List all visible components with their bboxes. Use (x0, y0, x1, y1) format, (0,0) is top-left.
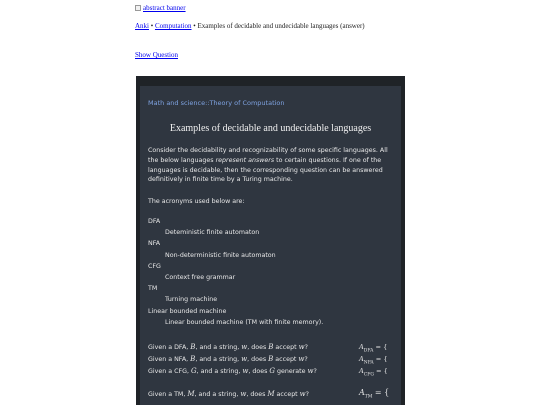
question-text: , does (246, 391, 268, 398)
acronym-term: NFA (148, 240, 161, 248)
question-text: , and a string, (195, 344, 242, 351)
acronym-definition: Deteministic finite automaton (165, 229, 260, 237)
math-var: w (241, 343, 248, 351)
acronyms-heading: The acronyms used below are: (148, 198, 245, 205)
math-var: B (268, 355, 274, 363)
math-var: G (269, 367, 275, 375)
question-text: Given a NFA, (148, 356, 191, 363)
math-var: B (268, 343, 274, 351)
math-var: w (299, 390, 306, 398)
math-var: w (241, 355, 248, 363)
question-text: Given a DFA, (148, 344, 191, 351)
math-var: w (242, 367, 249, 375)
acronym-list (148, 217, 323, 329)
math-subscript: TM (364, 394, 373, 400)
acronym-term: Linear bounded machine (148, 307, 227, 315)
math-var: G (190, 367, 197, 375)
card-title: Examples of decidable and undecidable languages (169, 123, 372, 134)
math-var: A (359, 388, 365, 397)
math-var: M (267, 390, 275, 398)
breadcrumb-separator: • (149, 22, 155, 30)
flashcard (140, 86, 401, 405)
question-text: Given a CFG, (148, 368, 191, 375)
question-text: , and a string, (196, 368, 243, 375)
acronym-term: TM (148, 285, 158, 293)
intro-text: to certain questions. If one of the languages is decidable, then the corresponding question can be answered definitively in finite time by a Turing machine. (148, 156, 383, 184)
acronym-definition: Context free grammar (165, 273, 236, 281)
math-var: w (298, 355, 305, 363)
question-text: ? (313, 368, 317, 375)
math-text: = { (373, 343, 388, 351)
question-row (148, 389, 309, 400)
question-row (148, 366, 317, 377)
question-text: ? (304, 344, 308, 351)
math-var: w (240, 390, 247, 398)
math-text: = { (373, 355, 388, 363)
breadcrumb-anki-link[interactable]: Anki (135, 22, 149, 30)
breadcrumb (135, 22, 365, 30)
question-text: accept (273, 344, 299, 351)
math-subscript: NFA (363, 360, 374, 366)
acronym-term: DFA (148, 218, 161, 225)
page-header (135, 4, 365, 59)
deck-path: Math and science::Theory of Computation (148, 99, 285, 107)
math-var: w (307, 367, 314, 375)
breadcrumb-current: Examples of decidable and undecidable languages (answer) (197, 22, 365, 30)
math-text: = { (373, 367, 388, 375)
question-row (148, 354, 308, 365)
math-var: A (359, 367, 364, 375)
math-var: B (190, 355, 196, 363)
intro-emphasis: represent answers (215, 156, 275, 164)
question-text: Given a TM, (148, 391, 188, 398)
math-subscript: DFA (363, 348, 374, 354)
math-var: w (298, 343, 305, 351)
math-var: A (359, 355, 364, 363)
math-text: = { (372, 388, 390, 397)
question-text: ? (305, 391, 310, 398)
math-var: M (187, 390, 195, 398)
question-text: generate (274, 368, 308, 375)
language-definition (359, 366, 388, 379)
card-frame (136, 76, 405, 405)
breadcrumb-separator: • (191, 22, 198, 30)
math-var: A (359, 343, 364, 351)
language-definition (359, 387, 389, 402)
question-text: ? (304, 356, 308, 363)
math-subscript: CFG (363, 372, 374, 378)
breadcrumb-computation-link[interactable]: Computation (154, 22, 192, 30)
broken-image-icon (135, 5, 141, 11)
card-intro (148, 146, 398, 185)
acronym-definition: Non-deterministic finite automaton (165, 251, 276, 259)
acronym-definition: Turning machine (165, 296, 218, 304)
banner-link[interactable] (135, 4, 365, 12)
acronym-definition: Linear bounded machine (TM with finite memory). (165, 318, 324, 326)
math-var: B (190, 343, 196, 351)
question-text: , does (248, 368, 270, 375)
question-text: accept (274, 391, 300, 398)
question-text: , and a string, (195, 356, 242, 363)
intro-text: Consider the decidability and recognizability of some specific languages. All the below languages (148, 147, 388, 164)
acronym-term: CFG (148, 262, 161, 270)
banner-alt-text[interactable]: abstract banner (143, 4, 186, 12)
question-text: accept (273, 356, 299, 363)
question-text: , does (247, 344, 269, 351)
question-text: , does (247, 356, 269, 363)
question-text: , and a string, (194, 391, 241, 398)
question-row (148, 342, 308, 353)
show-question-link[interactable]: Show Question (135, 51, 178, 59)
